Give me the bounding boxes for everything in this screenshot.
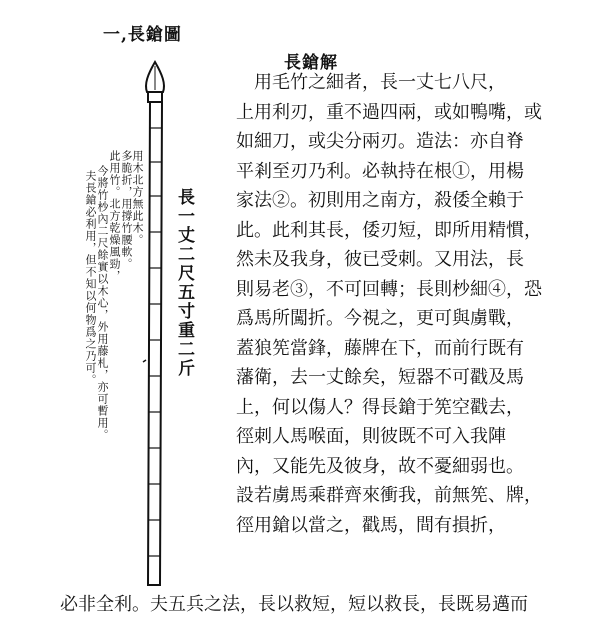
- text-line: 設若虜馬乘群齊來衝我，前無筅、牌，: [236, 485, 542, 506]
- text-line: 蓋狼筅當鋒，藤牌在下，而前行既有: [236, 337, 524, 359]
- text-line: 內，又能先及彼身，故不憂細弱也。: [236, 455, 524, 477]
- text-line: 家法②。初則用之南方，殺倭全賴于: [236, 190, 524, 211]
- spear-shaft: [148, 102, 162, 585]
- text-line: 如細刀，或尖分兩刃。造法：亦自脊: [236, 131, 524, 152]
- note-column: 用木北方無此木。: [131, 150, 144, 246]
- spear-spec-label: 長一丈二尺五寸重二斤: [174, 188, 194, 378]
- note-column: 今將竹杪內二尺餘實以木心，外用藤札，亦可暫用。: [96, 165, 109, 441]
- text-line: 用毛竹之細者，長一丈七八尺，: [236, 72, 506, 93]
- figure-heading: 一,長鎗圖: [103, 25, 182, 45]
- note-column: 此用竹。北方乾燥風勁，: [108, 150, 121, 282]
- text-line: 然未及我身，彼已受刺。又用法，長: [236, 249, 524, 270]
- text-line: 徑刺人馬喉面，則彼既不可入我陣: [236, 426, 506, 447]
- note-column: 夫長鎗必利用，但不知以何物爲之乃可。: [84, 170, 97, 386]
- spear-illustration: [0, 0, 240, 630]
- spear-figure: [0, 0, 240, 630]
- text-line: 藩衛，去一丈餘矣，短器不可戳及馬: [236, 367, 524, 388]
- text-line: 上，何以傷人？得長鎗于筅空戳去，: [236, 396, 524, 418]
- note-column: 多脆折，用撐竹腰軟。: [120, 150, 133, 270]
- text-line: 徑用鎗以當之，戳馬，間有損折，: [236, 514, 506, 536]
- article-body: [236, 68, 582, 540]
- text-line: 上用利刃，重不過四兩，或如鴨嘴，或: [236, 101, 542, 123]
- text-line: 爲馬所闖折。今視之，更可與虜戰，: [236, 308, 524, 329]
- text-line: 平剎至刃乃利。必執持在根①，用楊: [236, 160, 524, 182]
- text-line-last: 必非全利。夫五兵之法，長以救短，短以救長，長既易邁而: [60, 594, 528, 615]
- spear-socket: [148, 92, 162, 102]
- text-line: 則易老③，不可回轉；長則杪細④，恐: [236, 278, 542, 300]
- text-line: 此。此利其長，倭刃短，即所用精慣，: [236, 219, 542, 241]
- section-title: 長鎗解: [284, 53, 338, 73]
